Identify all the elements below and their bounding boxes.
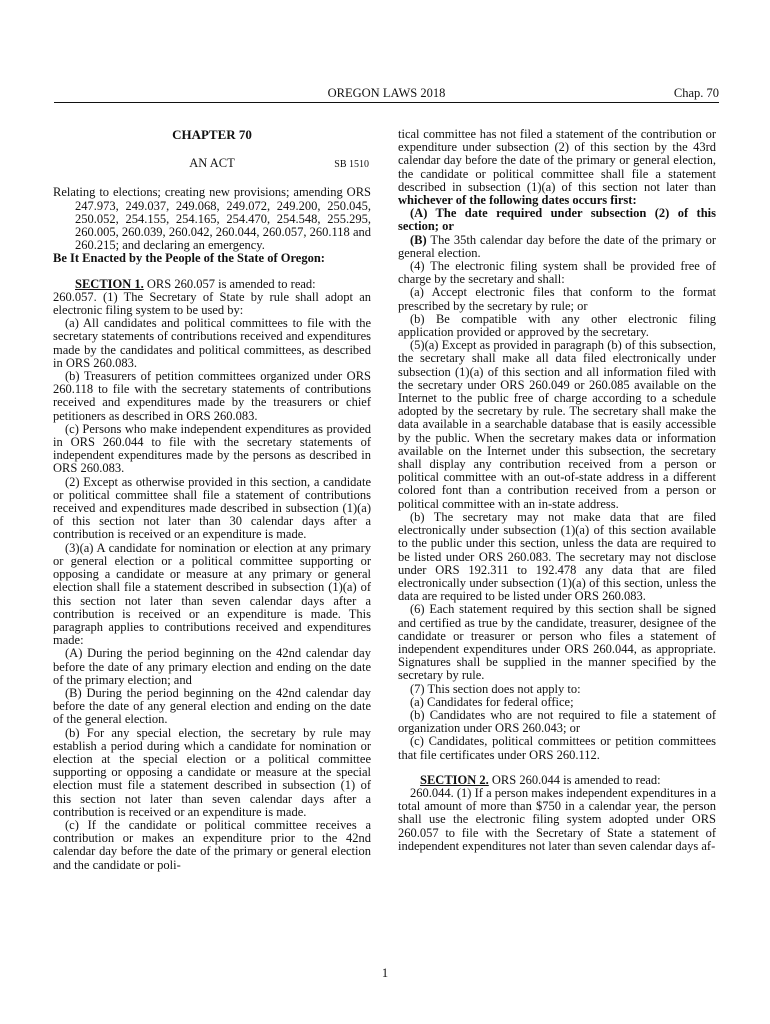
publication-title: OREGON LAWS 2018 <box>327 86 446 100</box>
paragraph: (b) The secretary may not make data that are filed electronically under subsection (1)(a) of this section available to the public under this section, unless the data are required to be listed under ORS 260.083. The secretary may not disclose under ORS 192.311 to 192.478 any data that are filed electronically under subsection (1)(a) of this section, unless the data are required to be listed under ORS 260.083. <box>398 509 716 604</box>
paragraph: (3)(a) A candidate for nomination or election at any primary or general election or a political committee supporting or opposing a candidate or measure at any primary or general election shall file a statement described in subsection (1)(a) of this section not later than seven calendar days after a contribution is received or an expenditure is made. This paragraph applies to contributions received and expenditures made: <box>53 540 371 648</box>
added-paragraph: (A) The date required under subsection (2) of this section; or <box>398 206 716 234</box>
paragraph: 260.044. (1) If a person makes independent expenditures in a total amount of more than $750 in a calendar year, the person shall use the electronic filing system adopted under ORS 260.057 to file with the Secretary of State a statement of independent expenditures not later than seven calendar days af- <box>398 785 716 853</box>
section-1-heading <box>53 278 371 291</box>
section-2-label: SECTION 2. <box>420 772 489 787</box>
paragraph-continued <box>398 128 716 207</box>
chapter-heading: CHAPTER 70 <box>172 127 252 142</box>
relating-clause: Relating to elections; creating new provisions; amending ORS 247.973, 249.037, 249.068, 249.072, 249.200, 250.045, 250.052, 254.155, 254.165, 254.470, 254.548, 255.295, 260.005, 260.039, 260.042, 260.044, 260.057, 260.118 and 260.215; and declaring an emergency. <box>53 185 371 253</box>
paragraph: (c) Candidates, political committees or petition committees that file certificates under ORS 260.112. <box>398 734 716 762</box>
paragraph: (5)(a) Except as provided in paragraph (b) of this subsection, the secretary shall make all data filed electronically under subsection (1)(a) of this section and all information filed with the secretary under ORS 260.049 or 260.085 available on the Internet to the public free of charge according to a schedule adopted by the secretary by rule. The secretary shall make the data available in a searchable database that is easily accessible by the public. When the secretary makes data or information available on the Internet under this subsection, the secretary shall display any contribution received from a person or political committee with an out-of-state address in a different colored font than a contribution received from a person or political committee with an in-state address. <box>398 338 716 511</box>
paragraph <box>398 234 716 260</box>
paragraph: 260.057. (1) The Secretary of State by rule shall adopt an electronic filing system to be used by: <box>53 289 371 318</box>
paragraph: (c) If the candidate or political committee receives a contribution or makes an expenditure prior to the 42nd calendar day before the date of the primary or general election and the candidate or poli- <box>53 817 371 872</box>
paragraph-text: The 35th calendar day before the date of the primary or general election. <box>398 232 716 260</box>
paragraph: (b) For any special election, the secretary by rule may establish a period during which a candidate for nomination or election at the special election or a political committee supporting or opposing a candidate or measure at the special election must file a statement described in subsection (1) of this section not later than seven calendar days after a contribution is received or an expenditure is made. <box>53 725 371 819</box>
section-2-intro: ORS 260.044 is amended to read: <box>488 772 661 787</box>
paragraph: (A) During the period beginning on the 42nd calendar day before the date of any primary election and ending on the date of the primary election; and <box>53 646 371 687</box>
left-column <box>53 128 371 872</box>
enacting-clause: Be It Enacted by the People of the State of Oregon: <box>53 251 325 266</box>
paragraph: (6) Each statement required by this section shall be signed and certified as true by the candidate, treasurer, designee of the candidate or treasurer or person who files a statement of independent expenditures under ORS 260.044, as appropriate. Signatures shall be supplied in the manner specified by the secretary by rule. <box>398 602 716 683</box>
paragraph: (4) The electronic filing system shall be provided free of charge by the secretary and shall: <box>398 259 716 287</box>
paragraph: (b) Be compatible with any other electronic filing application provided or approved by the secretary. <box>398 311 716 340</box>
paragraph: (a) Accept electronic files that conform to the format prescribed by the secretary by rule; or <box>398 285 716 313</box>
chapter-reference: Chap. 70 <box>673 86 719 100</box>
section-1-label: SECTION 1. <box>75 276 144 291</box>
added-label: (B) <box>410 232 427 247</box>
an-act-heading <box>53 157 371 170</box>
bill-number: SB 1510 <box>334 159 369 171</box>
paragraph: (7) This section does not apply to: <box>410 681 581 696</box>
paragraph: (2) Except as otherwise provided in this section, a candidate or political committee shall file a statement of contributions received and expenditures made described in subsection (1)(a) of this section not later than 30 calendar days after a contribution is received or an expenditure is made. <box>53 474 371 542</box>
paragraph: (B) During the period beginning on the 42nd calendar day before the date of any general election and ending on the date of the general election. <box>53 685 371 727</box>
paragraph: (b) Treasurers of petition committees organized under ORS 260.118 to file with the secretary statements of contributions received and expenditures made by the treasurers or chief petitioners as described in ORS 260.083. <box>53 369 371 423</box>
paragraph-text: tical committee has not filed a statement of the contribution or expenditure under subsection (2) of this section by the 43rd calendar day before the date of the primary or general election, the candidate or political committee shall file a statement described in subsection (1)(a) of this section not later than <box>398 127 716 194</box>
right-column <box>398 128 716 853</box>
paragraph: (a) Candidates for federal office; <box>410 694 574 709</box>
section-2-heading <box>398 774 716 787</box>
page-number: 1 <box>381 966 389 980</box>
running-header <box>54 84 719 103</box>
paragraph: (c) Persons who make independent expenditures as provided in ORS 260.044 to file with the secretary statements of independent expenditures made by the persons as described in ORS 260.083. <box>53 421 371 476</box>
paragraph: (a) All candidates and political committees to file with the secretary statements of contributions received and expenditures made by the candidates and political committees, as described in ORS 260.083. <box>53 316 371 370</box>
an-act-label: AN ACT <box>189 156 235 171</box>
added-text: whichever of the following dates occurs first: <box>398 193 637 208</box>
paragraph: (b) Candidates who are not required to file a statement of organization under ORS 260.043; or <box>398 707 716 736</box>
section-1-intro: ORS 260.057 is amended to read: <box>143 276 316 291</box>
